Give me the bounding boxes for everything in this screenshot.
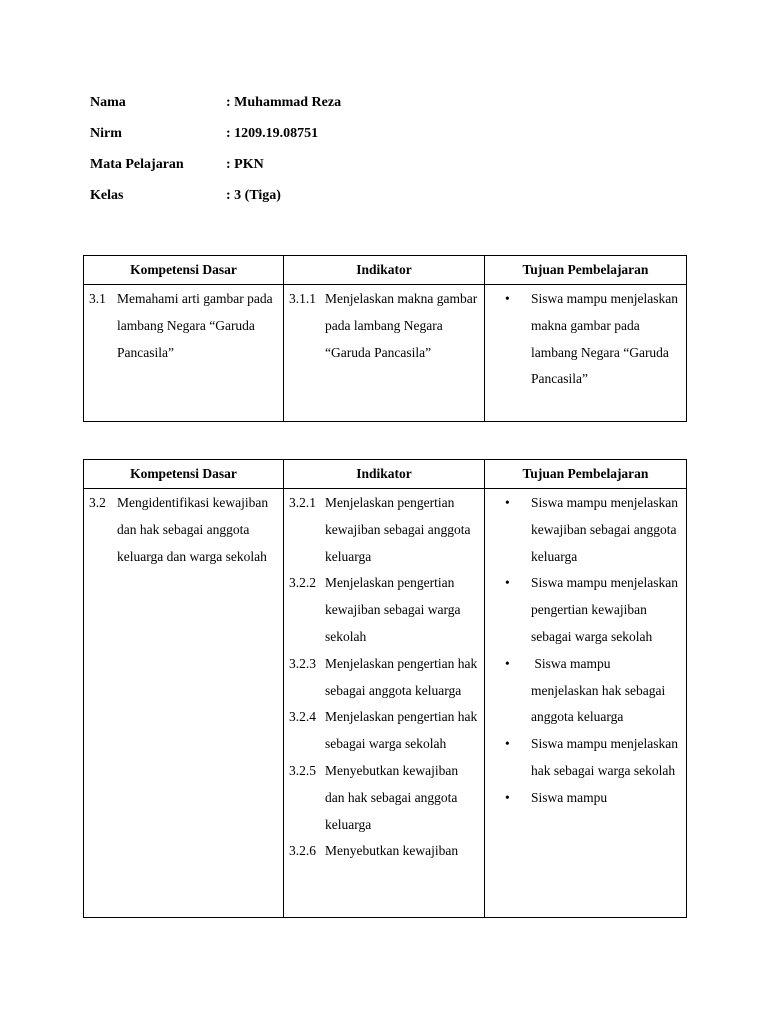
table-row	[84, 285, 687, 422]
mata-pelajaran-label: Mata Pelajaran	[90, 157, 184, 172]
kompetensi-dasar-cell	[84, 285, 284, 422]
indikator-number: 3.2.2	[289, 575, 320, 591]
header-indikator: Indikator	[284, 460, 485, 489]
indikator-cell	[284, 285, 485, 422]
kelas-value: : 3 (Tiga)	[226, 188, 281, 203]
tujuan-text: Siswa mampu menjelaskan kewajiban sebagai anggota keluarga	[531, 495, 678, 564]
bullet-icon	[485, 785, 531, 812]
tujuan-text: Siswa mampu menjelaskan pengertian kewajiban sebagai warga sekolah	[531, 575, 678, 644]
list-item	[485, 651, 681, 731]
indikator-number: 3.2.5	[289, 762, 320, 778]
tujuan-text: Siswa mampu menjelaskan hak sebagai warga sekolah	[531, 736, 678, 778]
kd-text: Memahami arti gambar pada lambang Negara “Garuda Pancasila”	[117, 291, 273, 360]
nama-value: : Muhammad Reza	[226, 95, 342, 110]
nirm-value: : 1209.19.08751	[226, 126, 319, 141]
table-header-row	[84, 256, 687, 285]
kd-item	[89, 286, 278, 366]
bullet-icon	[485, 570, 531, 650]
tujuan-text: Siswa mampu menjelaskan makna gambar pada lambang Negara “Garuda Pancasila”	[531, 291, 678, 387]
table-row	[84, 489, 687, 918]
indikator-item	[289, 286, 479, 366]
header-tujuan-pembelajaran: Tujuan Pembelajaran	[485, 256, 687, 285]
indikator-text: Menyebutkan kewajiban dan hak sebagai anggota keluarga	[325, 762, 459, 832]
tujuan-cell	[485, 285, 687, 422]
header-kompetensi-dasar: Kompetensi Dasar	[84, 460, 284, 489]
indikator-item	[289, 570, 479, 650]
indikator-number: 3.2.3	[289, 655, 320, 671]
bullet-icon	[485, 731, 531, 785]
competency-table-2	[83, 459, 687, 918]
tujuan-list	[485, 286, 681, 393]
list-item	[485, 731, 681, 785]
indikator-text: Menyebutkan kewajiban	[325, 843, 459, 859]
kd-number: 3.1	[89, 291, 113, 306]
indikator-text: Menjelaskan makna gambar pada lambang Negara “Garuda Pancasila”	[325, 291, 478, 360]
indikator-number: 3.1.1	[289, 291, 323, 306]
indikator-item	[289, 651, 479, 705]
tujuan-text: Siswa mampu menjelaskan hak sebagai anggota keluarga	[531, 655, 669, 725]
indikator-number: 3.2.1	[289, 495, 320, 510]
nirm-label: Nirm	[90, 126, 122, 141]
kd-number: 3.2	[89, 495, 113, 510]
indikator-item	[289, 758, 479, 838]
table-header-row	[84, 460, 687, 489]
indikator-text: Menjelaskan pengertian hak sebagai warga sekolah	[325, 709, 478, 752]
indikator-text: Menjelaskan pengertian hak sebagai anggota keluarga	[325, 655, 478, 698]
tujuan-list	[485, 490, 681, 812]
bullet-icon	[485, 490, 531, 570]
indikator-cell	[284, 489, 485, 918]
mata-pelajaran-value: : PKN	[226, 157, 264, 172]
indikator-item	[289, 490, 479, 570]
kd-item	[89, 490, 278, 570]
list-item	[485, 286, 681, 393]
header-tujuan-pembelajaran: Tujuan Pembelajaran	[485, 460, 687, 489]
competency-table-1	[83, 255, 687, 422]
indikator-text: Menjelaskan pengertian kewajiban sebagai anggota keluarga	[325, 495, 471, 564]
indikator-item	[289, 704, 479, 758]
kd-text: Mengidentifikasi kewajiban dan hak sebagai anggota keluarga dan warga sekolah	[117, 495, 269, 564]
indikator-number: 3.2.6	[289, 843, 320, 859]
kompetensi-dasar-cell	[84, 489, 284, 918]
nama-label: Nama	[90, 95, 126, 110]
indikator-number: 3.2.4	[289, 709, 320, 725]
list-item	[485, 490, 681, 570]
list-item	[485, 570, 681, 650]
tujuan-text: Siswa mampu	[531, 789, 608, 805]
tujuan-cell	[485, 489, 687, 918]
header-indikator: Indikator	[284, 256, 485, 285]
header-kompetensi-dasar: Kompetensi Dasar	[84, 256, 284, 285]
list-item	[485, 785, 681, 812]
bullet-icon	[485, 651, 531, 731]
indikator-item	[289, 838, 479, 865]
kelas-label: Kelas	[90, 188, 124, 203]
indikator-text: Menjelaskan pengertian kewajiban sebagai warga sekolah	[325, 575, 461, 644]
bullet-icon	[485, 286, 531, 393]
